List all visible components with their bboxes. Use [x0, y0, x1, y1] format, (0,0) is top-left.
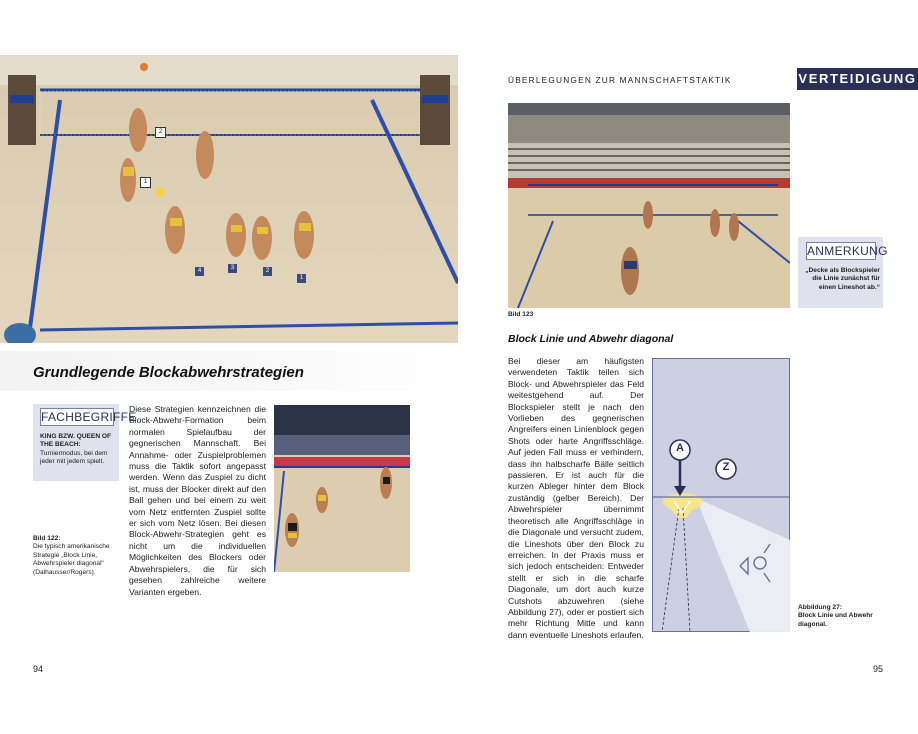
photo-caption-bild-123: Bild 123	[508, 311, 534, 318]
photo-marker-3: 3	[228, 264, 237, 273]
photo-marker-1-front: 1	[297, 274, 306, 283]
figure-caption-number: Abbildung 27:	[798, 604, 842, 611]
diagram-abbildung-27	[652, 358, 790, 632]
chapter-tab: VERTEIDIGUNG	[797, 68, 918, 90]
photo-marker-4: 4	[195, 267, 204, 276]
body-paragraph: Diese Strategien kennzeichnen die Block-Abwehr-Formation beim normalen Spielaufbau der gegnerischen Mannschaft. Bei Annahme- oder Zuspielproblemen muss die Taktik sofort angepasst werden. Wenn das Zuspiel zu dicht ist, muss der Blocker direkt auf den Ball gehen und bei einem zu weit vom Netz entfernten Zuspiel sollte er sich vom Netz lösen. Bei diesen Block-Abwehr-Strategien geht es nicht um die individuellen Möglichkeiten des Blockers oder Abwehrspielers, die für sich gesehen zahlreiche weitere Varianten ergeben.	[129, 404, 266, 597]
right-body-paragraph: Bei dieser am häufigsten verwendeten Taktik teilen sich Block- und Abwehrspieler das Feld weitestgehend auf. Der Blockspieler stellt je nach den Vorlieben des gegnerischen Angreifers einen Linienblock gegen Shots oder harte Angriffsschläge. Auf jeden Fall muss er verhindern, dass ihn halbscharfe Bälle seitlich passieren. Er ist auch für die kurzen Ableger hinter dem Block zuständig (gelber Bereich). Der Abwehrspieler übernimmt theoretisch alle Angriffsschläge in die Diagonale und versucht zudem, die Lineshots über den Block zu erreichen. In der Praxis muss er sich jedoch entscheiden: Entweder stellt er sich in die scharfe Diagonale, um dort auch kurze Cutshots abzuwehren (siehe Abbildung 27), oder er postiert sich mehr Richtung Mitte und kann dann eventuelle Lineshots erlaufen.	[508, 356, 644, 640]
anmerkung-label: ANMERKUNG	[807, 244, 888, 258]
subheading: Block Linie und Abwehr diagonal	[508, 333, 674, 345]
photo-illustration	[0, 55, 458, 343]
caption-number: Bild 122:	[33, 535, 61, 542]
beach-volleyball-photo-bild-122	[0, 55, 458, 343]
fachbegriffe-term-name: KING BZW. QUEEN OF THE BEACH:	[40, 433, 112, 449]
figure-caption-abbildung-27	[798, 604, 882, 629]
anmerkung-text: „Decke als Blockspieler die Linie zunächst für einen Lineshot ab.“	[805, 267, 880, 291]
photo-marker-2-back: 2	[155, 127, 166, 138]
small-beach-photo	[274, 405, 410, 572]
page-number-95: 95	[873, 664, 884, 674]
fachbegriffe-definition: Turniermodus, bei dem jeder mit jedem spielt.	[40, 449, 108, 466]
figure-caption-text: Block Linie und Abwehr diagonal.	[798, 612, 873, 628]
photo-123-illustration	[508, 103, 790, 308]
caption-text: Die typisch amerikanische Strategie „Block Linie, Abwehrspieler diagonal“ (Dalhausser/Rogers).	[33, 543, 110, 576]
fachbegriffe-label: FACHBEGRIFFE	[41, 410, 137, 424]
page-number-94: 94	[33, 664, 44, 674]
photo-marker-2-front: 2	[263, 267, 272, 276]
small-photo-illustration	[274, 405, 410, 572]
photo-caption-bild-122	[33, 535, 121, 577]
section-heading: Grundlegende Blockabwehrstrategien	[33, 364, 304, 381]
fachbegriffe-term	[40, 433, 116, 467]
player-a-label: A	[676, 442, 684, 454]
beach-volleyball-photo-bild-123	[508, 103, 790, 308]
court-diagram	[652, 358, 790, 632]
running-head: ÜBERLEGUNGEN ZUR MANNSCHAFTSTAKTIK	[508, 75, 732, 85]
player-z-label: Z	[722, 461, 730, 473]
photo-marker-1-back: 1	[140, 177, 151, 188]
